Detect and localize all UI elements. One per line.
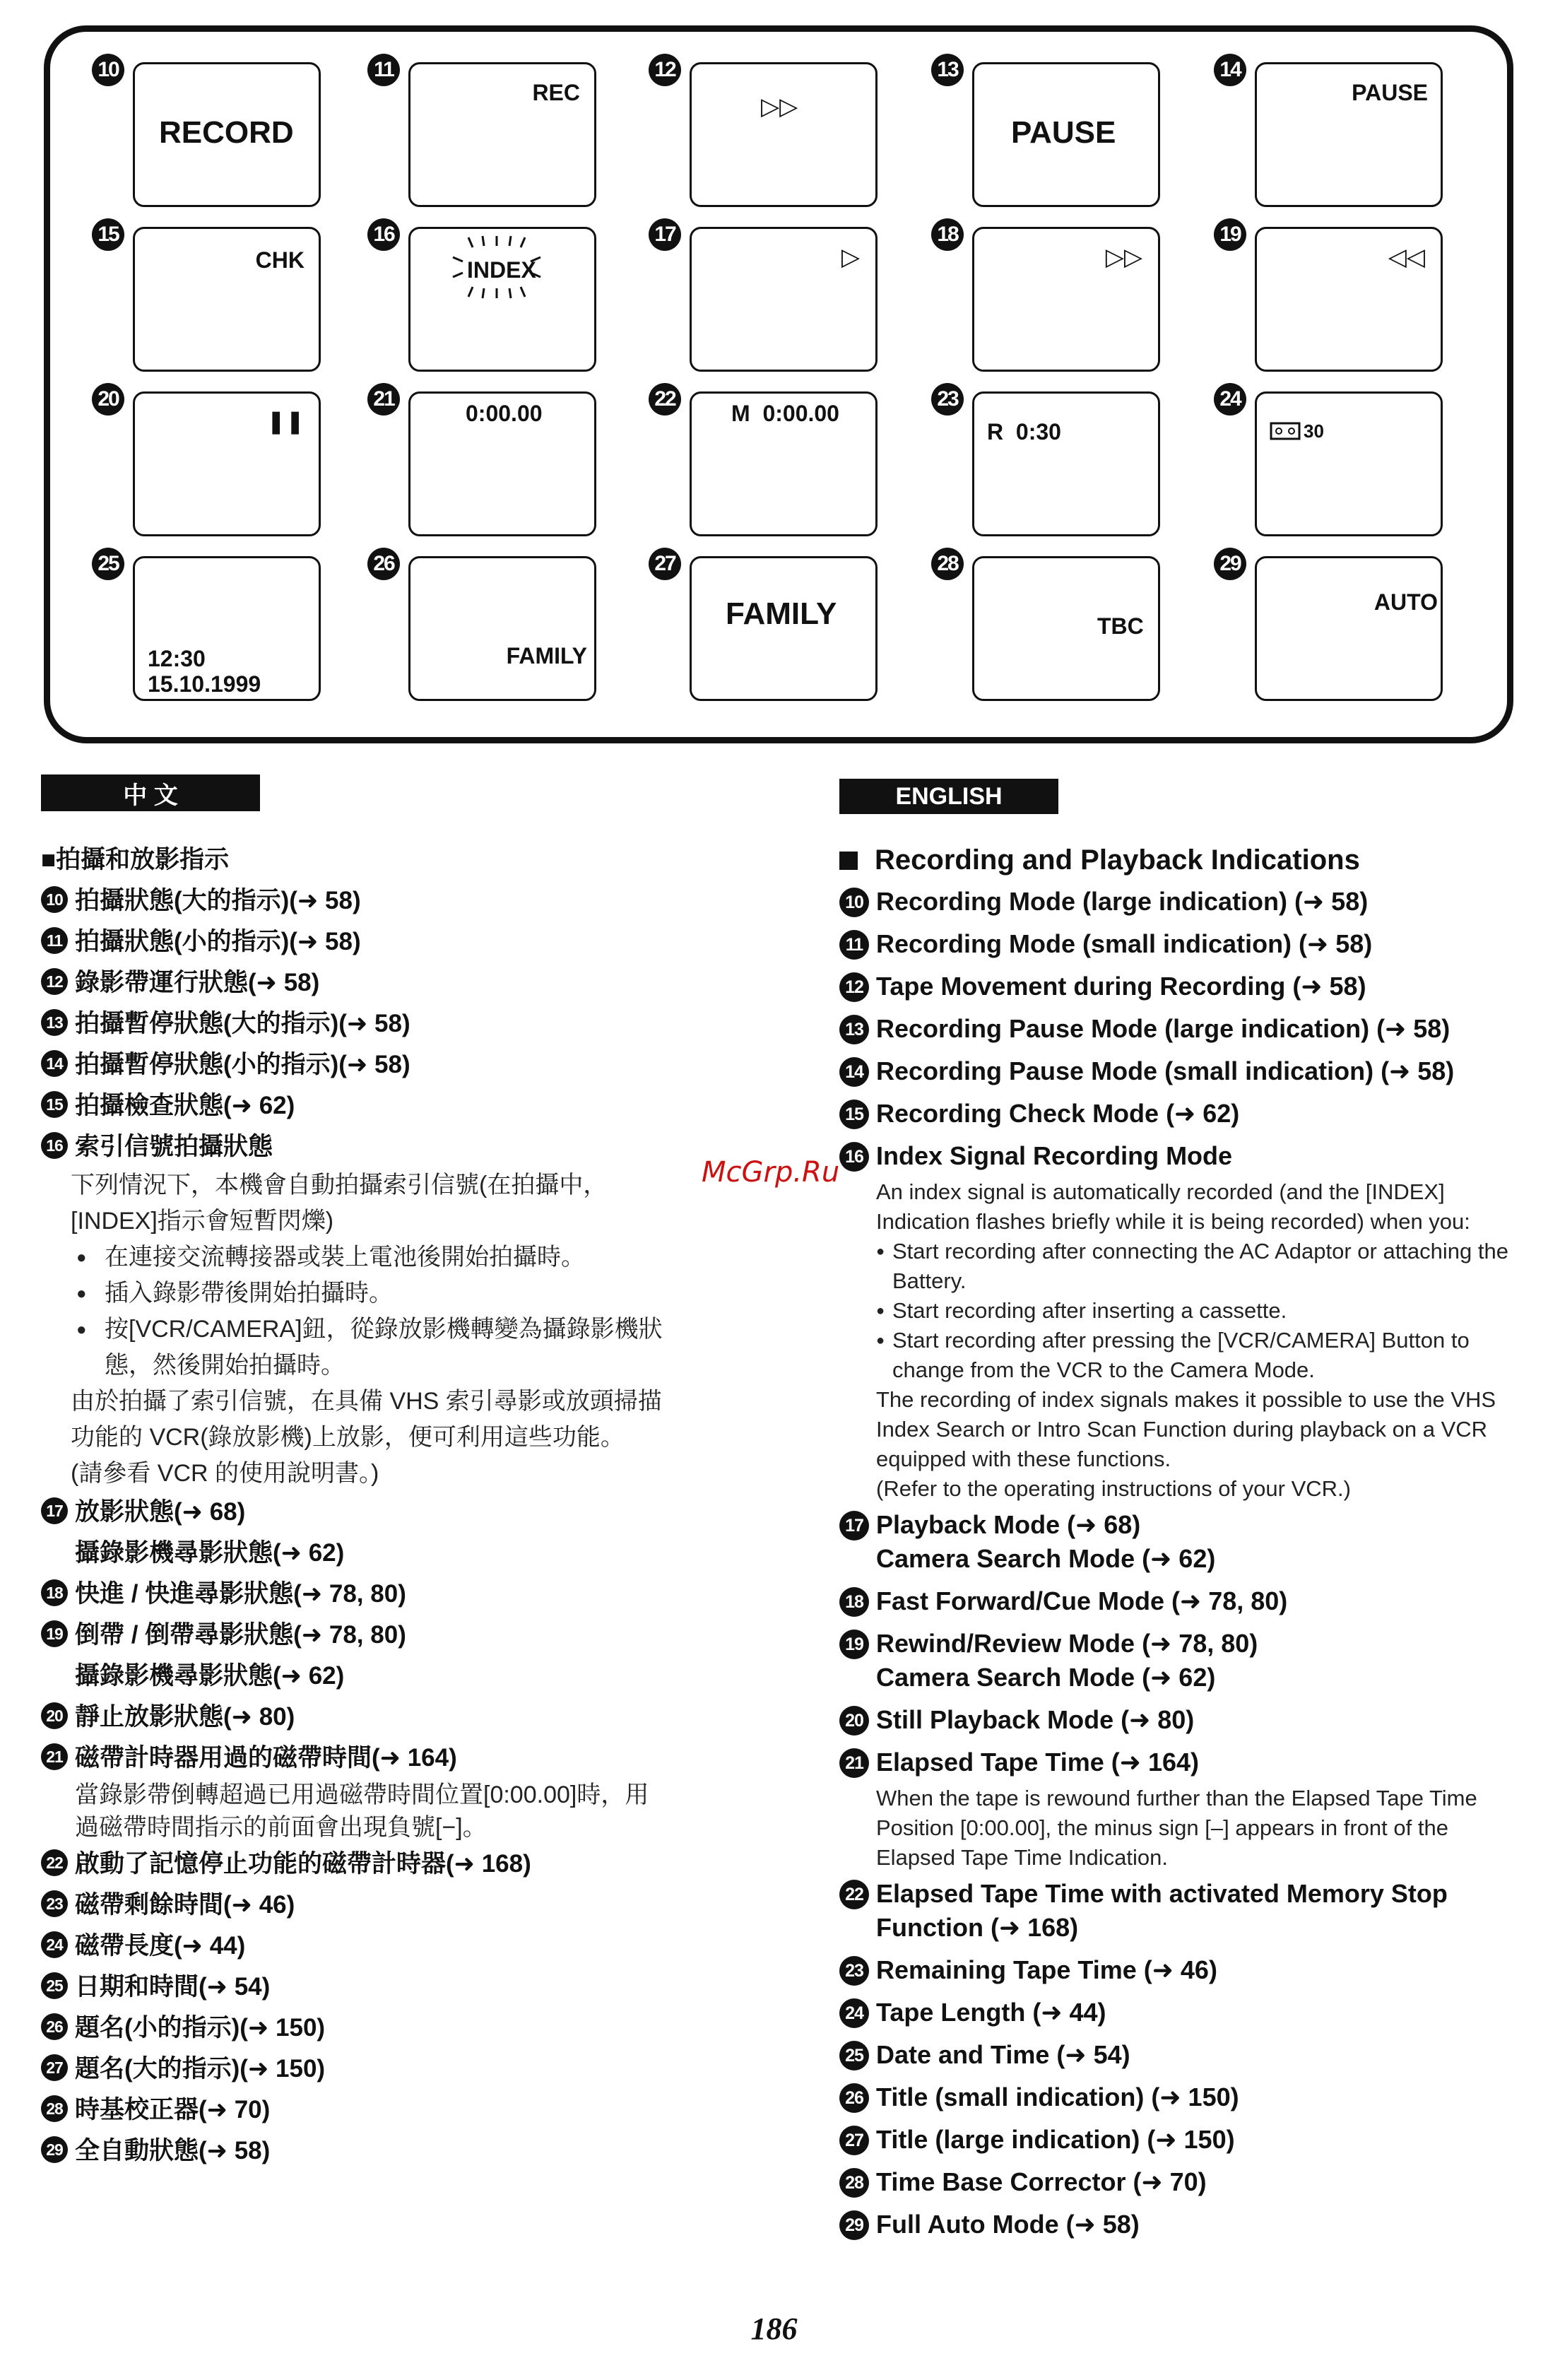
- list-item: 16 Index Signal Recording Mode: [839, 1135, 1518, 1177]
- display-screen: [1255, 227, 1443, 372]
- list-item: 23 Remaining Tape Time (➜ 46): [839, 1949, 1518, 1991]
- paragraph: 下列情況下，本機會自動拍攝索引信號(在拍攝中，: [71, 1172, 608, 1198]
- indication-21: [367, 383, 643, 544]
- number-badge: 29: [1214, 548, 1246, 580]
- indication-18: [931, 218, 1207, 379]
- date-label: 15.10.1999: [148, 671, 261, 697]
- list-item: 10 拍攝狀態(大的指示)(➜ 58): [41, 880, 748, 921]
- display-screen: [972, 227, 1160, 372]
- list-item: 16 索引信號拍攝狀態: [41, 1126, 748, 1167]
- list-item: 26 Title (small indication) (➜ 150): [839, 2076, 1518, 2119]
- display-screen: [408, 227, 596, 372]
- watermark: McGrp.Ru: [702, 1156, 840, 1189]
- paragraph: Indication flashes briefly while it is being recorded) when you:: [876, 1209, 1470, 1234]
- indication-15: [92, 218, 367, 379]
- list-item: 27 題名(大的指示)(➜ 150): [41, 2049, 748, 2090]
- indication-20: [92, 383, 367, 544]
- display-screen: [690, 227, 878, 372]
- list-item: 24 磁帶長度(➜ 44): [41, 1926, 748, 1967]
- bullet-item: ● 插入錄影帶後開始拍攝時。: [41, 1276, 748, 1312]
- paragraph: 由於拍攝了索引信號，在具備 VHS 索引尋影或放頭掃描: [71, 1388, 662, 1415]
- number-badge: 14: [1214, 54, 1246, 86]
- bullet-item: ● Start recording after connecting the AC Adaptor or attaching the Battery.: [839, 1237, 1518, 1296]
- english-section-header: ENGLISH: [839, 779, 1058, 814]
- indication-23: [931, 383, 1207, 544]
- display-screen: [133, 227, 321, 372]
- number-badge: 17: [649, 218, 681, 251]
- tbc-label: TBC: [1097, 613, 1144, 639]
- list-subitem: 攝錄影機尋影狀態(➜ 62): [75, 1662, 345, 1690]
- play-icon: ▷: [841, 244, 860, 271]
- display-screen: [133, 62, 321, 207]
- list-item: 17 放影狀態(➜ 68): [41, 1492, 748, 1533]
- indication-10: [92, 54, 367, 215]
- elapsed-time-label: 0:00.00: [466, 401, 543, 426]
- indication-26: [367, 548, 643, 709]
- bullet-item: ● 在連接交流轉接器或裝上電池後開始拍攝時。: [41, 1239, 748, 1276]
- list-item: 19 Rewind/Review Mode (➜ 78, 80): [839, 1622, 1518, 1665]
- fast-forward-icon: ▷▷: [1105, 244, 1142, 271]
- section-title: ■拍攝和放影指示: [41, 846, 230, 873]
- number-badge: 10: [92, 54, 124, 86]
- display-screen: [408, 391, 596, 536]
- list-item: 21 Elapsed Tape Time (➜ 164): [839, 1741, 1518, 1784]
- paragraph: When the tape is rewound further than the Elapsed Tape Time Position [0:00.00], the minus sign [–] appears in front of the Elapsed Tape Time Indication.: [876, 1786, 1477, 1870]
- list-item: 13 Recording Pause Mode (large indication) (➜ 58): [839, 1008, 1518, 1050]
- rewind-icon: ◁◁: [1388, 244, 1425, 271]
- display-screen: [972, 391, 1160, 536]
- indication-29: [1214, 548, 1489, 709]
- tape-movement-icon: ▷▷: [761, 93, 798, 120]
- paragraph: (請參看 VCR 的使用說明書。): [71, 1460, 379, 1487]
- auto-label: AUTO: [1373, 589, 1438, 615]
- display-screen: [133, 391, 321, 536]
- paragraph: 當錄影帶倒轉超過已用過磁帶時間位置[0:00.00]時，用: [75, 1781, 649, 1808]
- paragraph: [INDEX]指示會短暫閃爍): [71, 1208, 334, 1235]
- record-large-label: RECORD: [159, 115, 294, 150]
- indication-12: [649, 54, 924, 215]
- display-screen: [1255, 556, 1443, 701]
- number-badge: 16: [367, 218, 400, 251]
- number-badge: 21: [367, 383, 400, 416]
- list-item: 18 快進 / 快進尋影狀態(➜ 78, 80): [41, 1574, 748, 1615]
- number-badge: 20: [92, 383, 124, 416]
- tape-length-label: 30: [1304, 420, 1324, 442]
- display-screen: [408, 62, 596, 207]
- list-item: 29 全自動狀態(➜ 58): [41, 2131, 748, 2172]
- indication-14: [1214, 54, 1489, 215]
- display-screen: [690, 556, 878, 701]
- list-item: 12 Tape Movement during Recording (➜ 58): [839, 965, 1518, 1008]
- list-item: 15 拍攝檢查狀態(➜ 62): [41, 1085, 748, 1126]
- paragraph: 過磁帶時間指示的前面會出現負號[−]。: [75, 1814, 487, 1841]
- indication-24: [1214, 383, 1489, 544]
- list-item: 25 Date and Time (➜ 54): [839, 2034, 1518, 2076]
- list-item: 22 啟動了記憶停止功能的磁帶計時器(➜ 168): [41, 1844, 748, 1885]
- display-screen: [408, 556, 596, 701]
- list-item: 29 Full Auto Mode (➜ 58): [839, 2203, 1518, 2246]
- bullet-item: ● 按[VCR/CAMERA]鈕，從錄放影機轉變為攝錄影機狀: [41, 1312, 748, 1348]
- list-item: 17 Playback Mode (➜ 68): [839, 1504, 1518, 1546]
- indication-11: [367, 54, 643, 215]
- indication-17: [649, 218, 924, 379]
- indication-28: [931, 548, 1207, 709]
- cassette-icon: [1270, 422, 1301, 440]
- title-large-label: FAMILY: [726, 596, 837, 631]
- list-item: 26 題名(小的指示)(➜ 150): [41, 2008, 748, 2049]
- indication-19: [1214, 218, 1489, 379]
- number-badge: 23: [931, 383, 964, 416]
- paragraph: 功能的 VCR(錄放影機)上放影，便可利用這些功能。: [71, 1424, 625, 1451]
- bullet-item: ● Start recording after pressing the [VCR/CAMERA] Button to change from the VCR to the Camera Mode.: [839, 1326, 1518, 1385]
- number-badge: 26: [367, 548, 400, 580]
- list-subitem: Camera Search Mode (➜ 62): [876, 1544, 1216, 1573]
- pause-large-label: PAUSE: [1011, 115, 1116, 150]
- paragraph: (Refer to the operating instructions of your VCR.): [876, 1476, 1351, 1501]
- display-screen: [690, 62, 878, 207]
- list-item: 27 Title (large indication) (➜ 150): [839, 2119, 1518, 2161]
- list-item: 28 Time Base Corrector (➜ 70): [839, 2161, 1518, 2203]
- indication-27: [649, 548, 924, 709]
- list-item: 24 Tape Length (➜ 44): [839, 1991, 1518, 2034]
- index-label: INDEX: [467, 257, 536, 283]
- list-subitem: 攝錄影機尋影狀態(➜ 62): [75, 1539, 345, 1567]
- list-item: 20 Still Playback Mode (➜ 80): [839, 1699, 1518, 1741]
- display-screen: [1255, 391, 1443, 536]
- page-number: 186: [750, 2311, 798, 2346]
- paragraph: An index signal is automatically recorded (and the [INDEX]: [876, 1179, 1445, 1204]
- list-item: 21 磁帶計時器用過的磁帶時間(➜ 164): [41, 1738, 748, 1779]
- chk-label: CHK: [255, 247, 305, 273]
- number-badge: 22: [649, 383, 681, 416]
- indication-22: [649, 383, 924, 544]
- list-item: 15 Recording Check Mode (➜ 62): [839, 1092, 1518, 1135]
- number-badge: 28: [931, 548, 964, 580]
- display-screen: [972, 62, 1160, 207]
- remaining-time-label: R 0:30: [987, 419, 1061, 444]
- rec-small-label: REC: [532, 80, 580, 105]
- list-item: 20 靜止放影狀態(➜ 80): [41, 1697, 748, 1738]
- chinese-column: [41, 840, 748, 2172]
- chinese-section-header: 中 文: [41, 774, 260, 811]
- memory-stop-time-label: M 0:00.00: [731, 401, 839, 426]
- paragraph: 態，然後開始拍攝時。: [105, 1352, 345, 1379]
- list-subitem: Camera Search Mode (➜ 62): [876, 1663, 1216, 1692]
- list-item: 12 錄影帶運行狀態(➜ 58): [41, 962, 748, 1003]
- list-item: 23 磁帶剩餘時間(➜ 46): [41, 1885, 748, 1926]
- display-screen: [1255, 62, 1443, 207]
- display-screen: [690, 391, 878, 536]
- list-item: 14 Recording Pause Mode (small indication) (➜ 58): [839, 1050, 1518, 1092]
- bullet-item: ● Start recording after inserting a cassette.: [839, 1296, 1518, 1326]
- display-screen: [972, 556, 1160, 701]
- number-badge: 25: [92, 548, 124, 580]
- indication-16: [367, 218, 643, 379]
- time-label: 12:30: [148, 646, 206, 671]
- list-item: 18 Fast Forward/Cue Mode (➜ 78, 80): [839, 1580, 1518, 1622]
- number-badge: 11: [367, 54, 400, 86]
- number-badge: 13: [931, 54, 964, 86]
- still-pause-icon: ❚❚: [266, 408, 305, 434]
- number-badge: 19: [1214, 218, 1246, 251]
- number-badge: 18: [931, 218, 964, 251]
- list-item: 10 Recording Mode (large indication) (➜ 58): [839, 880, 1518, 923]
- number-badge: 15: [92, 218, 124, 251]
- number-badge: 27: [649, 548, 681, 580]
- list-item: 22 Elapsed Tape Time with activated Memory Stop Function (➜ 168): [839, 1873, 1518, 1949]
- title-small-label: FAMILY: [506, 643, 587, 668]
- english-column: [839, 840, 1518, 2246]
- indication-13: [931, 54, 1207, 215]
- section-title: Recording and Playback Indications: [839, 840, 1518, 880]
- display-screen: [133, 556, 321, 701]
- list-item: 11 Recording Mode (small indication) (➜ 58): [839, 923, 1518, 965]
- number-badge: 12: [649, 54, 681, 86]
- paragraph: The recording of index signals makes it possible to use the VHS Index Search or Intro Scan Function during playback on a VCR equipped with these functions.: [876, 1387, 1496, 1471]
- number-badge: 24: [1214, 383, 1246, 416]
- list-item: 11 拍攝狀態(小的指示)(➜ 58): [41, 921, 748, 962]
- list-item: 19 倒帶 / 倒帶尋影狀態(➜ 78, 80): [41, 1615, 748, 1656]
- list-item: 25 日期和時間(➜ 54): [41, 1967, 748, 2008]
- list-item: 14 拍攝暫停狀態(小的指示)(➜ 58): [41, 1044, 748, 1085]
- list-item: 28 時基校正器(➜ 70): [41, 2090, 748, 2131]
- list-item: 13 拍攝暫停狀態(大的指示)(➜ 58): [41, 1003, 748, 1044]
- pause-small-label: PAUSE: [1352, 80, 1428, 105]
- indication-25: [92, 548, 367, 709]
